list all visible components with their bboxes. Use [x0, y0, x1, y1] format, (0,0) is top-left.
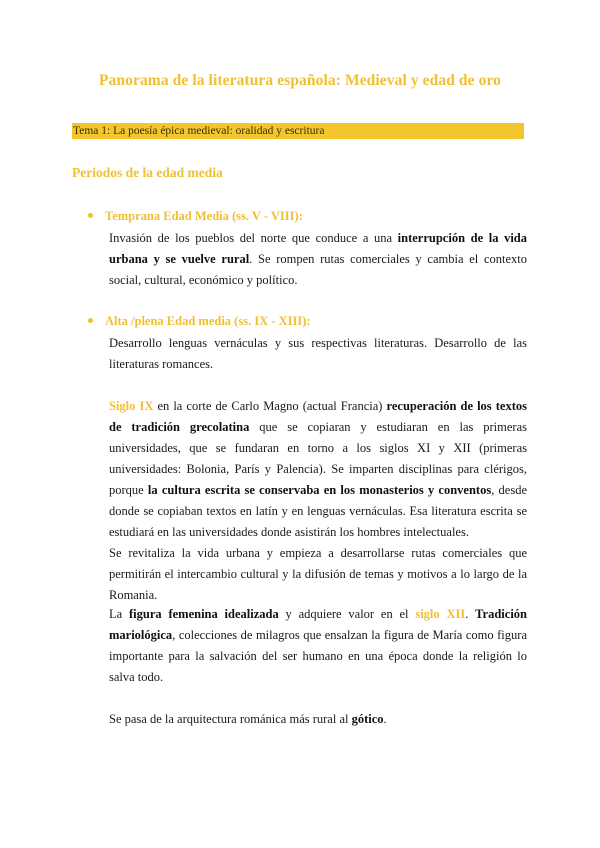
paragraph-figura: La figura femenina idealizada y adquiere valor en el siglo XII. Tradición mariológica, colecciones de milagros que ensalzan la figura de María como figura importante para la salvación del ser humano en una época donde la religión lo salva todo. [109, 607, 527, 684]
bold-phrase: interrupción de la vida urbana y se vuelve rural [109, 231, 527, 266]
siglo-xii-label: siglo XII [415, 607, 466, 621]
section-heading: Periodos de la edad media [72, 165, 223, 180]
paragraph-alta: Desarrollo lenguas vernáculas y sus respectivas literaturas. Desarrollo de las literaturas romances. [109, 336, 527, 371]
paragraph-siglo-ix: Siglo IX en la corte de Carlo Magno (actual Francia) recuperación de los textos de tradición grecolatina que se copiaran y estudiaran en las primeras universidades, que se fundaran en torno a los siglos XI y XII (primeras universidades: Bolonia, París y Palencia). Se imparten disciplinas para clérigos, porque la cultura escrita se conservaba en los monasterios y conventos, desde donde se copiaban textos en latín y en lenguas vernáculas. Esa literatura escrita se estudiará en las universidades donde asistirán los hombres intelectuales. [109, 399, 528, 539]
paragraph-vida-urbana: Se revitaliza la vida urbana y empieza a desarrollarse rutas comerciales que permitirán el intercambio cultural y la difusión de temas y motivos a lo largo de la Romania. [109, 546, 527, 602]
topic-highlight: Tema 1: La poesía épica medieval: oralidad y escritura [72, 123, 524, 139]
bullet-heading-alta: Alta /plena Edad media (ss. IX - XIII): [88, 314, 311, 329]
paragraph-gotico: Se pasa de la arquitectura románica más rural al gótico. [109, 712, 387, 726]
bullet-icon [88, 213, 93, 218]
bullet-icon [88, 318, 93, 323]
document-title: Panorama de la literatura española: Medieval y edad de oro [98, 72, 502, 89]
bullet-heading-temprana: Temprana Edad Media (ss. V - VIII): [88, 209, 303, 224]
paragraph-temprana: Invasión de los pueblos del norte que conduce a una interrupción de la vida urbana y se vuelve rural. Se rompen rutas comerciales y cambia el contexto social, cultural, económico y político. [109, 231, 527, 287]
siglo-ix-label: Siglo IX [109, 399, 154, 413]
